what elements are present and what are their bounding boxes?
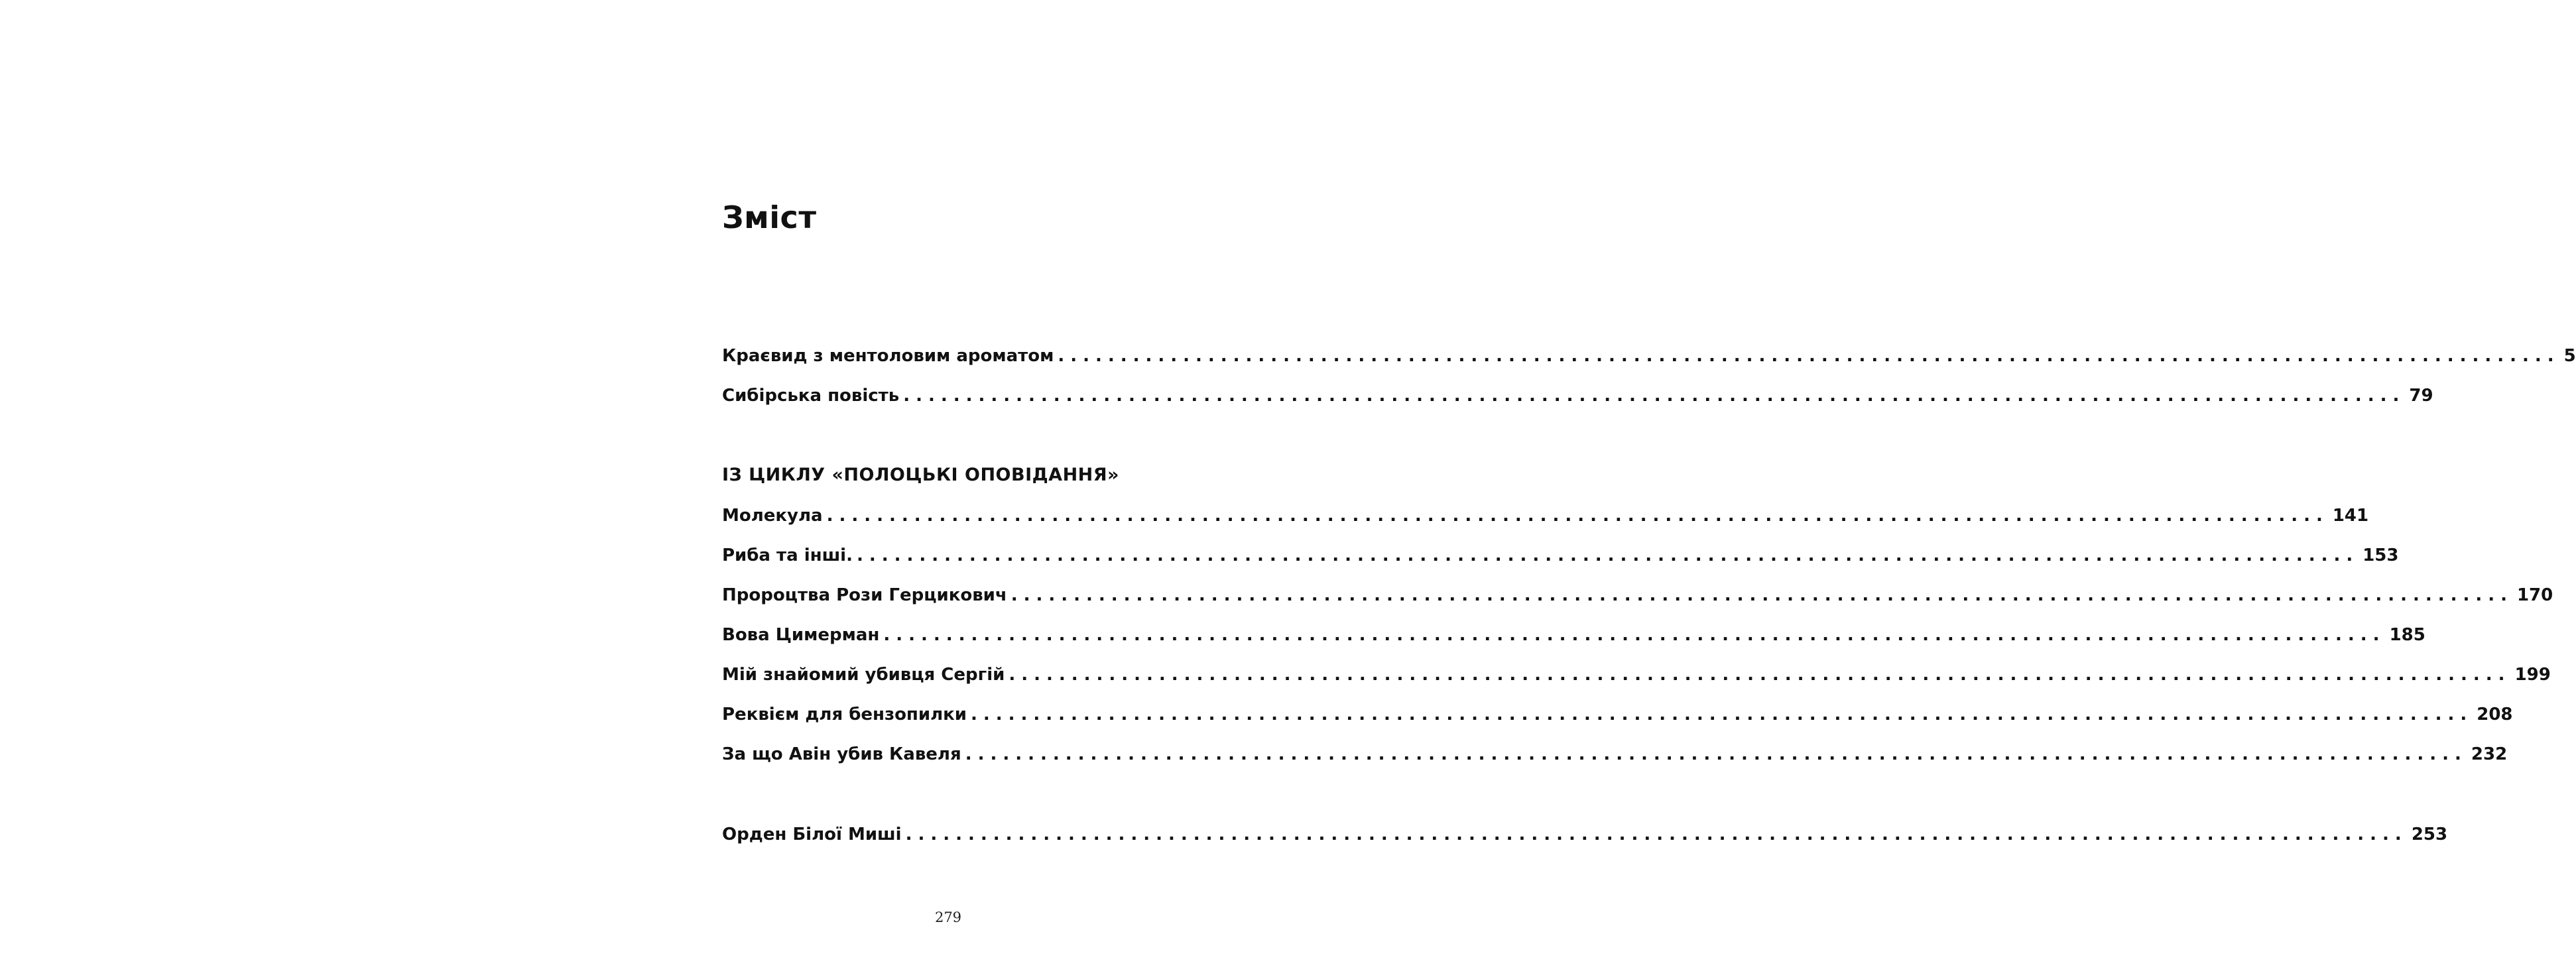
toc-entries-bottom bbox=[722, 815, 2448, 854]
dot-leader: ........................................................................................................................ bbox=[965, 744, 2467, 764]
toc-entry-page: 208 bbox=[2477, 705, 2513, 724]
toc-entry-page: 170 bbox=[2516, 585, 2553, 605]
toc-entry-page: 253 bbox=[2411, 825, 2448, 844]
dot-leader: ........................................................................................................................ bbox=[1009, 665, 2511, 685]
toc-entry-page: 185 bbox=[2389, 625, 2425, 645]
toc-entry bbox=[722, 536, 2399, 575]
toc-entry-page: 5 bbox=[2563, 346, 2576, 366]
toc-entry-page: 199 bbox=[2514, 665, 2551, 685]
toc-entry-page: 141 bbox=[2332, 506, 2369, 526]
toc-entry-title: Риба та інші. bbox=[722, 546, 853, 565]
toc-entry-title: За що Авін убив Кавеля bbox=[722, 744, 961, 764]
toc-entry-page: 79 bbox=[2409, 386, 2433, 406]
toc-title: Зміст bbox=[722, 200, 817, 235]
toc-entry bbox=[722, 695, 2513, 734]
toc-entry bbox=[722, 655, 2551, 695]
left-page-blank bbox=[0, 0, 637, 979]
toc-entry bbox=[722, 336, 2576, 376]
toc-entry bbox=[722, 615, 2425, 655]
toc-entry-page: 232 bbox=[2471, 744, 2508, 764]
toc-entries-top bbox=[722, 336, 2576, 416]
toc-entry bbox=[722, 496, 2369, 536]
dot-leader: ........................................................................................................................ bbox=[856, 546, 2359, 565]
toc-entry bbox=[722, 815, 2448, 854]
dot-leader: ........................................................................................................................ bbox=[971, 705, 2473, 724]
toc-entry-title: Сибірська повість bbox=[722, 386, 900, 406]
toc-entry-title: Реквієм для бензопилки bbox=[722, 705, 967, 724]
toc-entry-page: 153 bbox=[2362, 546, 2399, 565]
section-heading: ІЗ ЦИКЛУ «ПОЛОЦЬКІ ОПОВІДАННЯ» bbox=[722, 465, 1119, 485]
toc-entries-section bbox=[722, 496, 2553, 774]
toc-entry-title: Молекула bbox=[722, 506, 823, 526]
toc-entry-title: Краєвид з ментоловим ароматом bbox=[722, 346, 1054, 366]
dot-leader: ........................................................................................................................ bbox=[826, 506, 2329, 526]
toc-entry-title: Мій знайомий убивця Сергій bbox=[722, 665, 1005, 685]
toc-entry bbox=[722, 376, 2433, 416]
toc-entry-title: Пророцтва Рози Герцикович bbox=[722, 585, 1007, 605]
dot-leader: ........................................................................................................................ bbox=[1058, 346, 2560, 366]
toc-entry-title: Вова Цимерман bbox=[722, 625, 880, 645]
toc-entry-title: Орден Білої Миші bbox=[722, 825, 902, 844]
toc-entry bbox=[722, 734, 2508, 774]
dot-leader: ........................................................................................................................ bbox=[903, 386, 2406, 406]
dot-leader: ........................................................................................................................ bbox=[883, 625, 2386, 645]
page-number: 279 bbox=[934, 909, 962, 925]
toc-entry bbox=[722, 575, 2553, 615]
dot-leader: ........................................................................................................................ bbox=[1011, 585, 2513, 605]
dot-leader: ........................................................................................................................ bbox=[905, 825, 2408, 844]
